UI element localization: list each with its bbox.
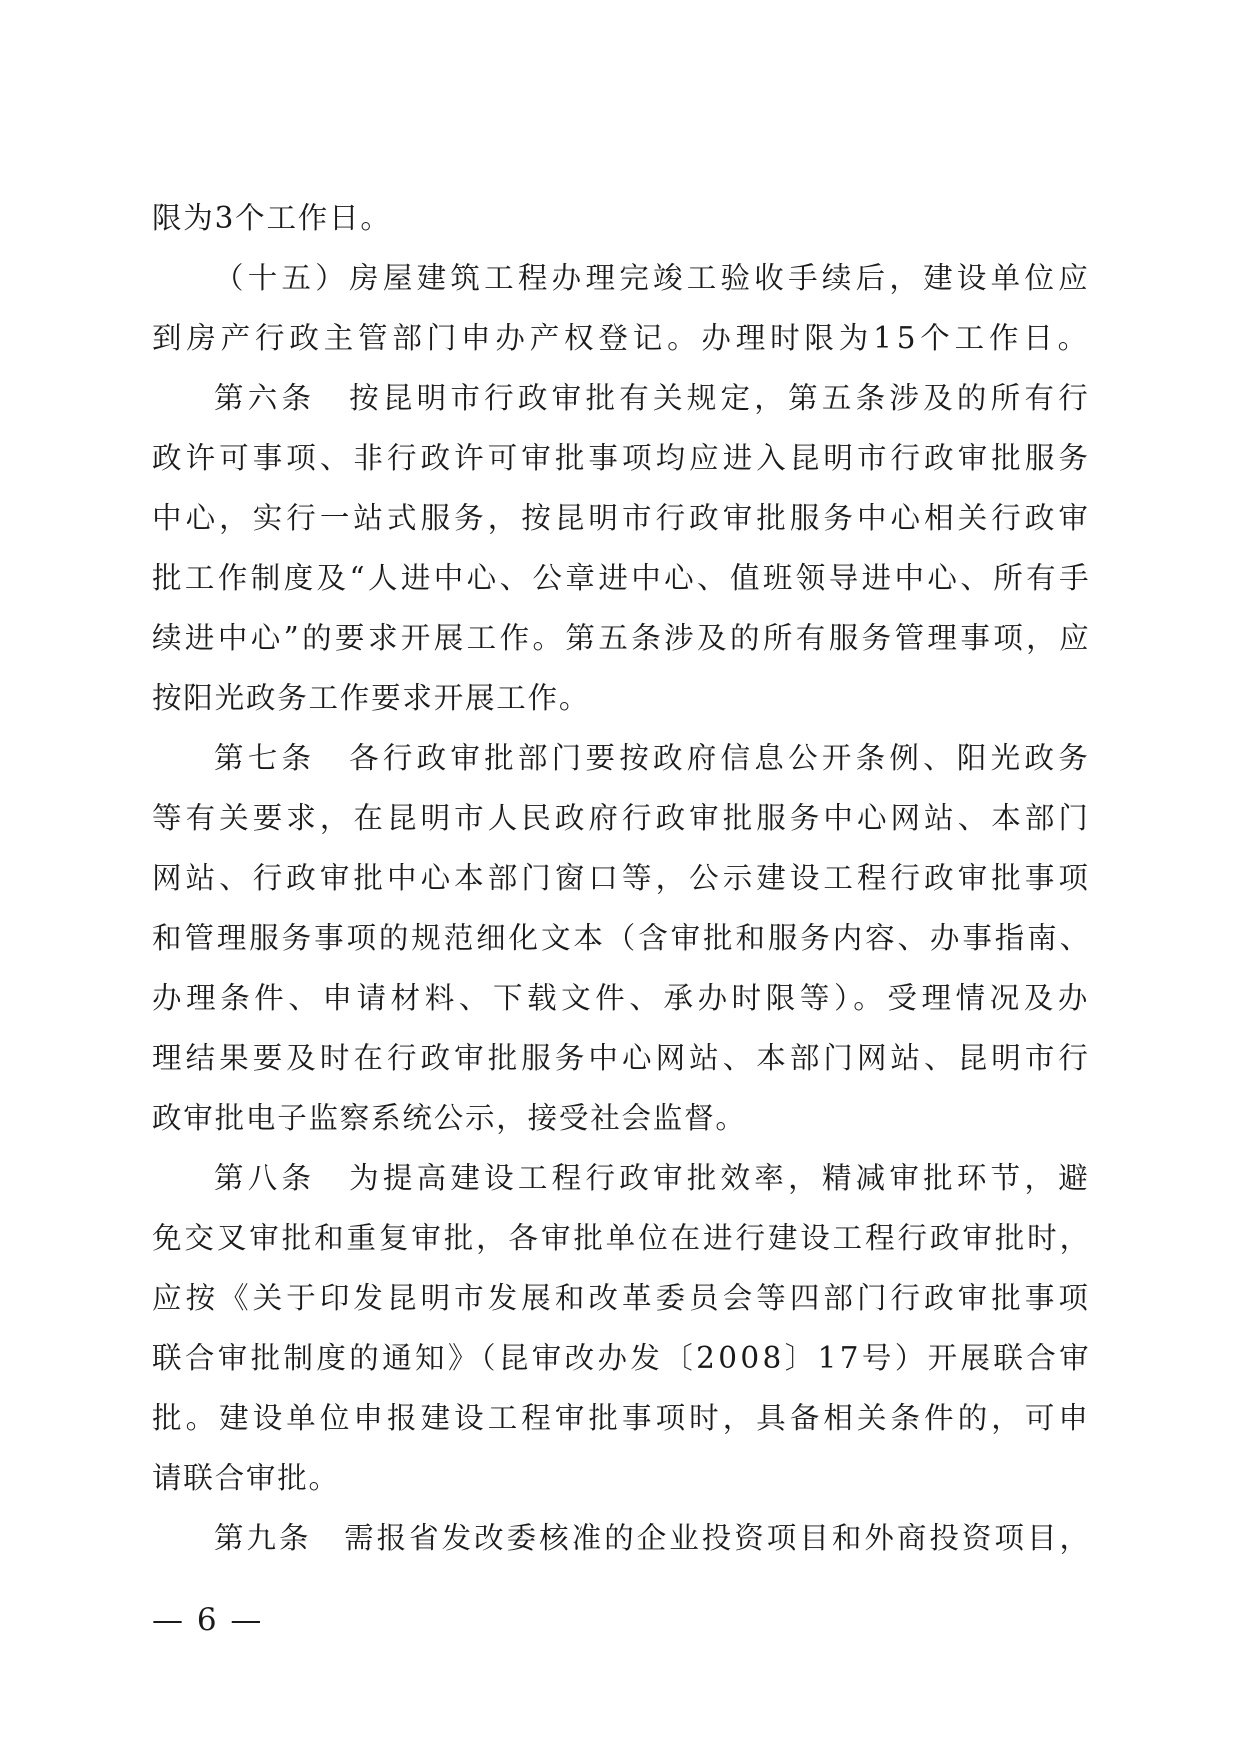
text-line: 免交叉审批和重复审批，各审批单位在进行建设工程行政审批时， (152, 1221, 1092, 1255)
text-line: 第六条 按昆明市行政审批有关规定，第五条涉及的所有行 (214, 381, 1092, 415)
text-line: 办理条件、申请材料、下载文件、承办时限等）。受理情况及办 (152, 981, 1092, 1015)
page-number: — 6 — (152, 1602, 264, 1638)
text-line: （十五）房屋建筑工程办理完竣工验收手续后，建设单位应 (214, 261, 1092, 295)
document-body (152, 188, 1092, 1568)
text-line: 批工作制度及“人进中心、公章进中心、值班领导进中心、所有手 (152, 561, 1092, 595)
text-line: 等有关要求，在昆明市人民政府行政审批服务中心网站、本部门 (152, 801, 1092, 835)
text-line: 第八条 为提高建设工程行政审批效率，精减审批环节，避 (214, 1161, 1092, 1195)
text-line: 第九条 需报省发改委核准的企业投资项目和外商投资项目， (214, 1521, 1092, 1555)
text-line: 到房产行政主管部门申办产权登记。办理时限为15个工作日。 (152, 321, 1092, 355)
text-line: 政审批电子监察系统公示，接受社会监督。 (152, 1101, 747, 1135)
text-line: 理结果要及时在行政审批服务中心网站、本部门网站、昆明市行 (152, 1041, 1092, 1075)
text-line: 续进中心”的要求开展工作。第五条涉及的所有服务管理事项，应 (152, 621, 1092, 655)
text-line: 批。建设单位申报建设工程审批事项时，具备相关条件的，可申 (152, 1401, 1092, 1435)
text-line: 联合审批制度的通知》（昆审改办发〔2008〕17号）开展联合审 (152, 1341, 1092, 1375)
text-line: 政许可事项、非行政许可审批事项均应进入昆明市行政审批服务 (152, 441, 1092, 475)
text-line: 请联合审批。 (152, 1461, 340, 1495)
text-line: 和管理服务事项的规范细化文本（含审批和服务内容、办事指南、 (152, 921, 1092, 955)
text-line: 限为3个工作日。 (152, 201, 392, 235)
text-line: 中心，实行一站式服务，按昆明市行政审批服务中心相关行政审 (152, 501, 1092, 535)
text-line: 应按《关于印发昆明市发展和改革委员会等四部门行政审批事项 (152, 1281, 1092, 1315)
text-line: 按阳光政务工作要求开展工作。 (152, 681, 591, 715)
text-line: 网站、行政审批中心本部门窗口等，公示建设工程行政审批事项 (152, 861, 1092, 895)
text-line: 第七条 各行政审批部门要按政府信息公开条例、阳光政务 (214, 741, 1092, 775)
